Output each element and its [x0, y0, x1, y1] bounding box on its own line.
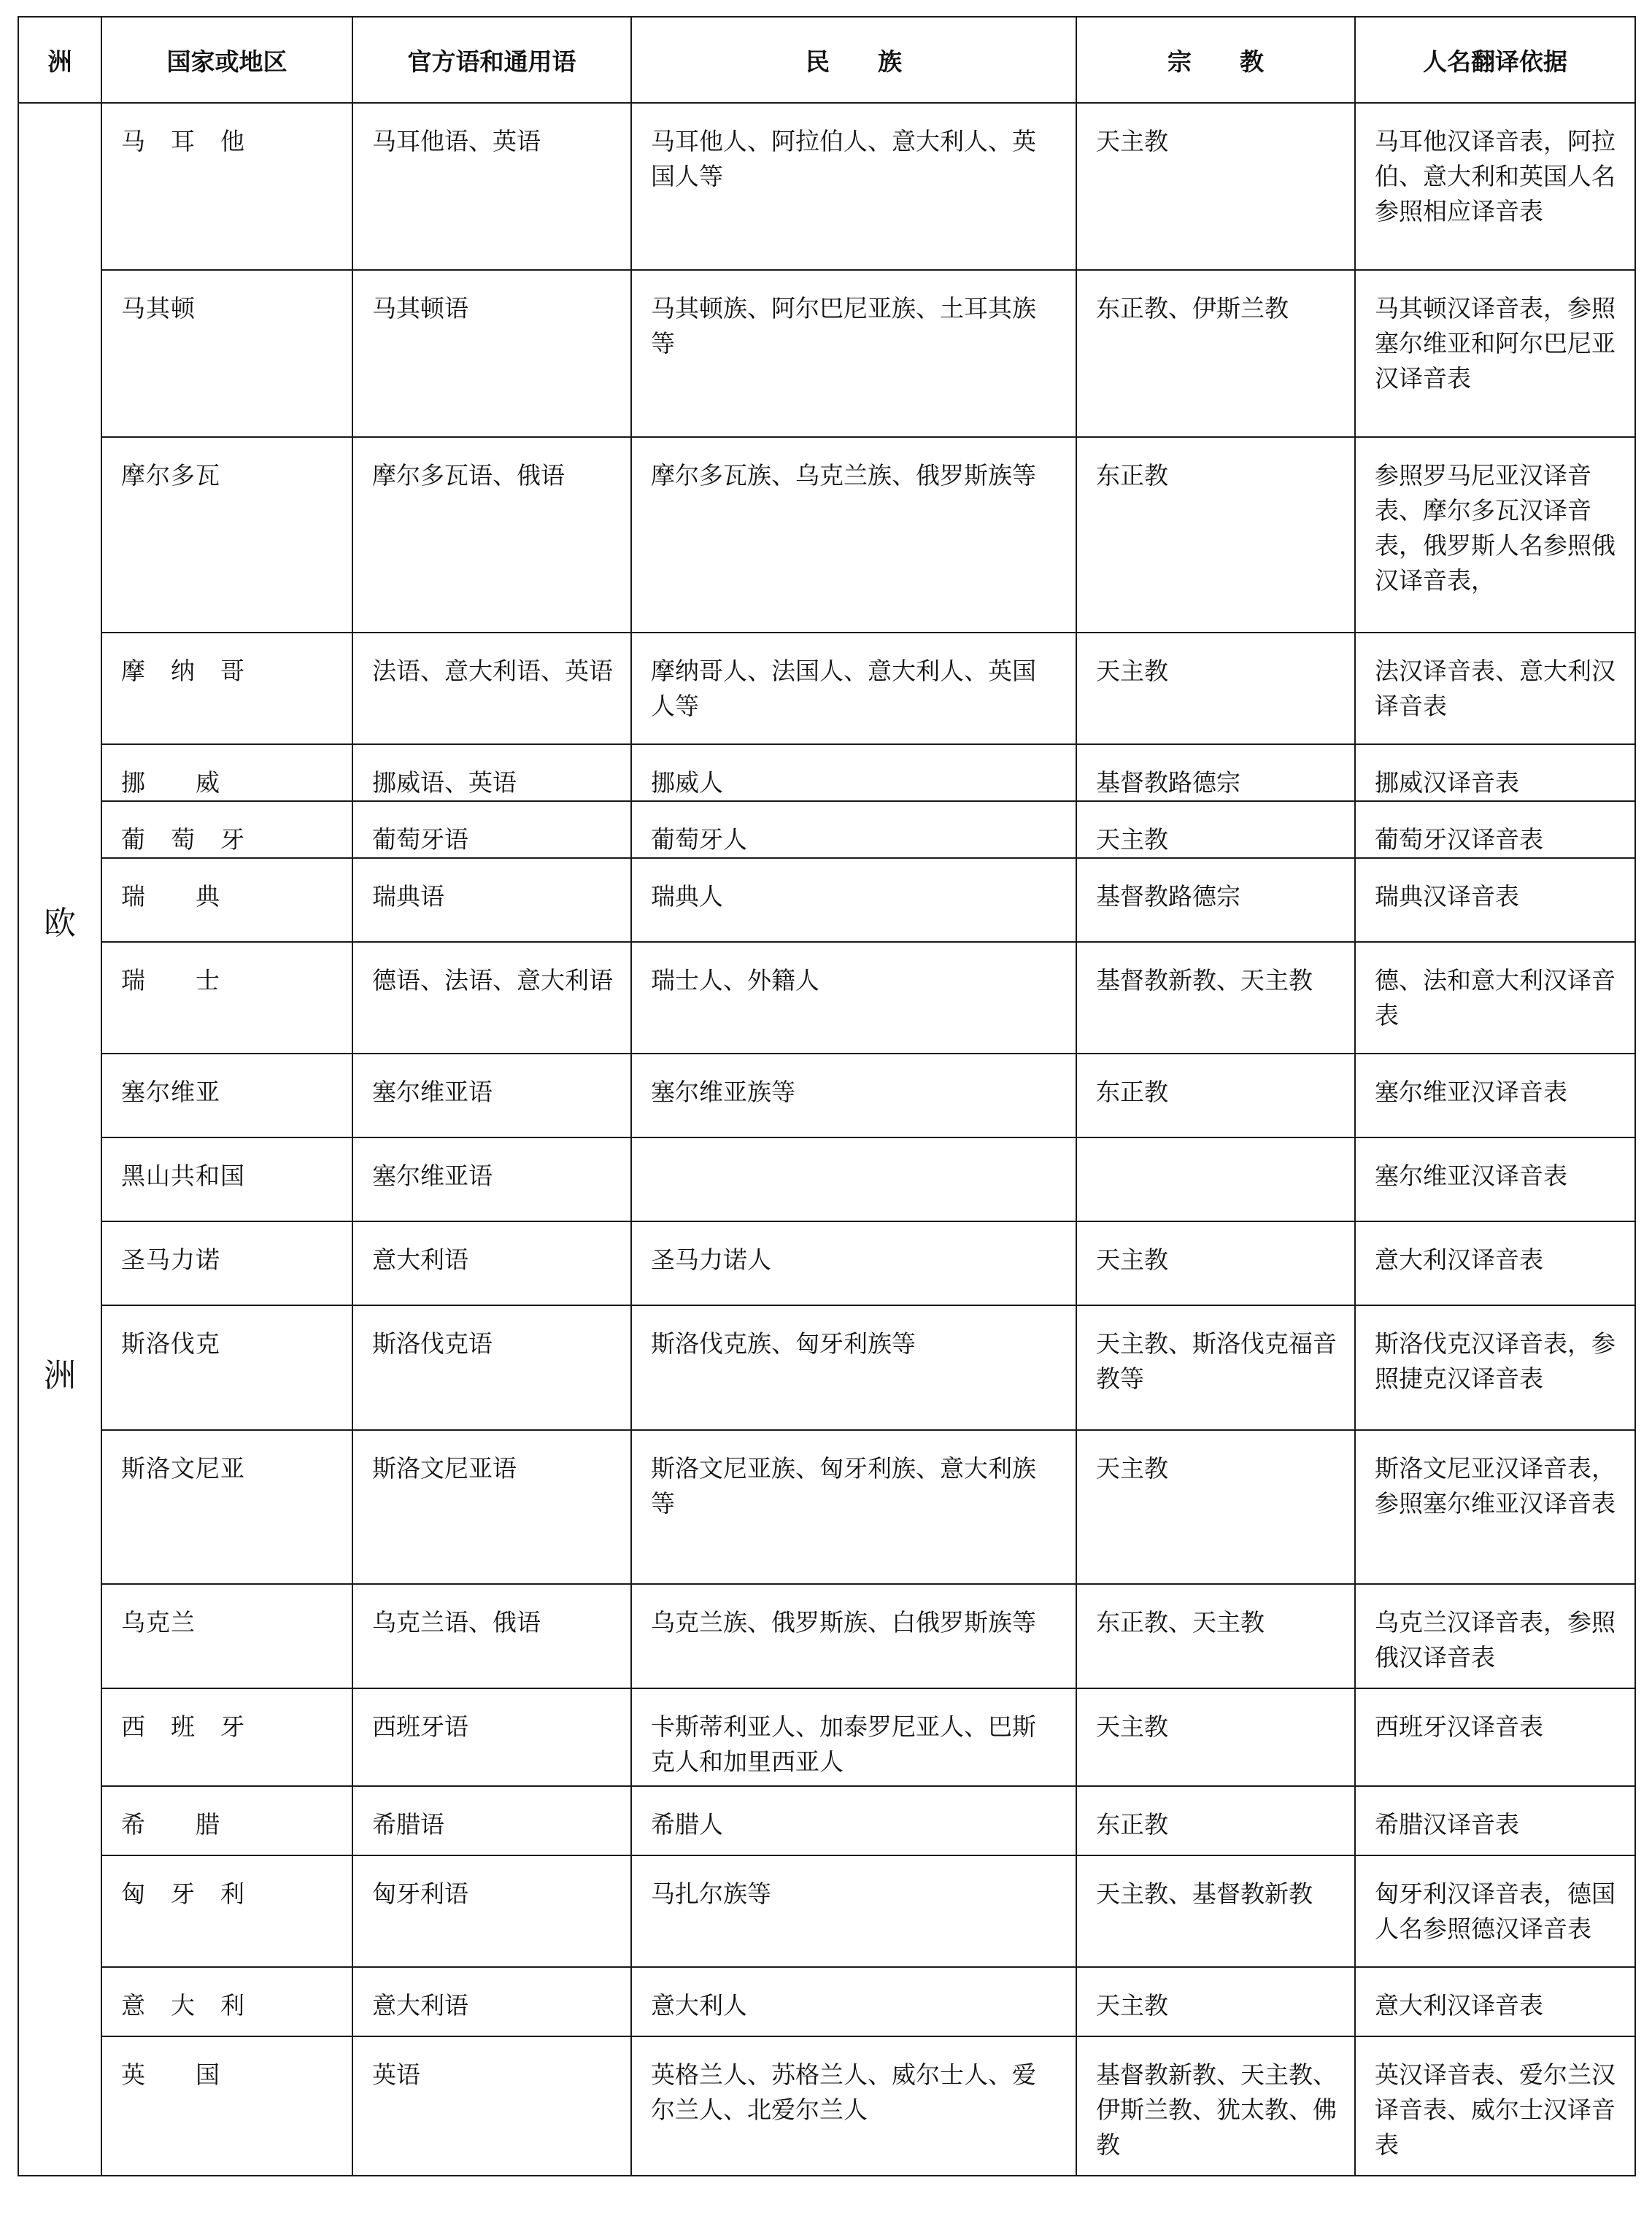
ethnicity-cell: 马耳他人、阿拉伯人、意大利人、英国人等: [631, 103, 1076, 270]
religion-cell: 东正教: [1076, 437, 1355, 633]
continent-char-2: 洲: [44, 1357, 76, 1394]
basis-cell: 乌克兰汉译音表，参照俄汉译音表: [1355, 1584, 1635, 1688]
country-cell: 斯洛文尼亚: [101, 1430, 352, 1584]
header-ethnicity: 民 族: [631, 17, 1076, 103]
table-row: [18, 942, 1635, 1054]
religion-cell: 东正教: [1076, 1786, 1355, 1855]
basis-cell: 英汉译音表、爱尔兰汉译音表、威尔士汉译音表: [1355, 2036, 1635, 2176]
table-row: [18, 1054, 1635, 1137]
header-country: 国家或地区: [101, 17, 352, 103]
language-cell: 匈牙利语: [352, 1855, 631, 1967]
religion-cell: 天主教: [1076, 633, 1355, 744]
table-row: [18, 801, 1635, 858]
ethnicity-cell: 挪威人: [631, 744, 1076, 801]
basis-cell: 意大利汉译音表: [1355, 1967, 1635, 2036]
basis-cell: 参照罗马尼亚汉译音表、摩尔多瓦汉译音表，俄罗斯人名参照俄汉译音表，: [1355, 437, 1635, 633]
country-cell: 瑞 典: [101, 858, 352, 942]
basis-cell: 马耳他汉译音表，阿拉伯、意大利和英国人名参照相应译音表: [1355, 103, 1635, 270]
table-row: [18, 1786, 1635, 1855]
ethnicity-cell: 马扎尔族等: [631, 1855, 1076, 1967]
language-cell: 英语: [352, 2036, 631, 2176]
country-cell: 塞尔维亚: [101, 1054, 352, 1137]
table-row: [18, 1221, 1635, 1305]
country-table: [18, 16, 1636, 2176]
language-cell: 葡萄牙语: [352, 801, 631, 858]
religion-cell: 天主教: [1076, 1221, 1355, 1305]
table-row: [18, 633, 1635, 744]
basis-cell: 葡萄牙汉译音表: [1355, 801, 1635, 858]
religion-cell: 基督教新教、天主教、伊斯兰教、犹太教、佛教: [1076, 2036, 1355, 2176]
header-basis: 人名翻译依据: [1355, 17, 1635, 103]
header-row: [18, 17, 1635, 103]
country-cell: 黑山共和国: [101, 1137, 352, 1221]
religion-cell: 天主教: [1076, 1967, 1355, 2036]
basis-cell: 匈牙利汉译音表，德国人名参照德汉译音表: [1355, 1855, 1635, 1967]
ethnicity-cell: 乌克兰族、俄罗斯族、白俄罗斯族等: [631, 1584, 1076, 1688]
table-row: [18, 744, 1635, 801]
basis-cell: 德、法和意大利汉译音表: [1355, 942, 1635, 1054]
country-cell: 意 大 利: [101, 1967, 352, 2036]
language-cell: 瑞典语: [352, 858, 631, 942]
religion-cell: 天主教: [1076, 103, 1355, 270]
ethnicity-cell: 马其顿族、阿尔巴尼亚族、土耳其族等: [631, 270, 1076, 437]
country-cell: 挪 威: [101, 744, 352, 801]
ethnicity-cell: 瑞典人: [631, 858, 1076, 942]
table-row: [18, 1855, 1635, 1967]
country-cell: 希 腊: [101, 1786, 352, 1855]
basis-cell: 瑞典汉译音表: [1355, 858, 1635, 942]
basis-cell: 塞尔维亚汉译音表: [1355, 1054, 1635, 1137]
religion-cell: 东正教、伊斯兰教: [1076, 270, 1355, 437]
basis-cell: 塞尔维亚汉译音表: [1355, 1137, 1635, 1221]
basis-cell: 斯洛文尼亚汉译音表，参照塞尔维亚汉译音表: [1355, 1430, 1635, 1584]
language-cell: 摩尔多瓦语、俄语: [352, 437, 631, 633]
country-cell: 圣马力诺: [101, 1221, 352, 1305]
ethnicity-cell: 葡萄牙人: [631, 801, 1076, 858]
language-cell: 马耳他语、英语: [352, 103, 631, 270]
religion-cell: [1076, 1137, 1355, 1221]
ethnicity-cell: [631, 1137, 1076, 1221]
ethnicity-cell: 摩尔多瓦族、乌克兰族、俄罗斯族等: [631, 437, 1076, 633]
ethnicity-cell: 希腊人: [631, 1786, 1076, 1855]
table-row: [18, 1584, 1635, 1688]
basis-cell: 希腊汉译音表: [1355, 1786, 1635, 1855]
header-language: 官方语和通用语: [352, 17, 631, 103]
country-cell: 匈 牙 利: [101, 1855, 352, 1967]
religion-cell: 基督教路德宗: [1076, 858, 1355, 942]
continent-cell: [18, 103, 101, 2176]
country-cell: 乌克兰: [101, 1584, 352, 1688]
table-row: [18, 858, 1635, 942]
language-cell: 希腊语: [352, 1786, 631, 1855]
basis-cell: 斯洛伐克汉译音表，参照捷克汉译音表: [1355, 1305, 1635, 1430]
table-row: [18, 1137, 1635, 1221]
basis-cell: 法汉译音表、意大利汉译音表: [1355, 633, 1635, 744]
religion-cell: 东正教、天主教: [1076, 1584, 1355, 1688]
language-cell: 斯洛文尼亚语: [352, 1430, 631, 1584]
language-cell: 斯洛伐克语: [352, 1305, 631, 1430]
ethnicity-cell: 意大利人: [631, 1967, 1076, 2036]
religion-cell: 天主教、基督教新教: [1076, 1855, 1355, 1967]
language-cell: 乌克兰语、俄语: [352, 1584, 631, 1688]
basis-cell: 挪威汉译音表: [1355, 744, 1635, 801]
basis-cell: 西班牙汉译音表: [1355, 1688, 1635, 1786]
table-row: [18, 2036, 1635, 2176]
country-cell: 马 耳 他: [101, 103, 352, 270]
language-cell: 法语、意大利语、英语: [352, 633, 631, 744]
language-cell: 马其顿语: [352, 270, 631, 437]
table-row: [18, 270, 1635, 437]
basis-cell: 马其顿汉译音表，参照塞尔维亚和阿尔巴尼亚汉译音表: [1355, 270, 1635, 437]
table-row: [18, 1305, 1635, 1430]
religion-cell: 天主教: [1076, 801, 1355, 858]
country-cell: 摩尔多瓦: [101, 437, 352, 633]
religion-cell: 天主教: [1076, 1430, 1355, 1584]
table-row: [18, 103, 1635, 270]
basis-cell: 意大利汉译音表: [1355, 1221, 1635, 1305]
country-cell: 瑞 士: [101, 942, 352, 1054]
ethnicity-cell: 塞尔维亚族等: [631, 1054, 1076, 1137]
table-row: [18, 437, 1635, 633]
table-row: [18, 1688, 1635, 1786]
table-row: [18, 1967, 1635, 2036]
country-cell: 摩 纳 哥: [101, 633, 352, 744]
language-cell: 德语、法语、意大利语: [352, 942, 631, 1054]
religion-cell: 天主教: [1076, 1688, 1355, 1786]
language-cell: 挪威语、英语: [352, 744, 631, 801]
language-cell: 塞尔维亚语: [352, 1054, 631, 1137]
ethnicity-cell: 斯洛伐克族、匈牙利族等: [631, 1305, 1076, 1430]
header-religion: 宗 教: [1076, 17, 1355, 103]
ethnicity-cell: 摩纳哥人、法国人、意大利人、英国人等: [631, 633, 1076, 744]
ethnicity-cell: 英格兰人、苏格兰人、威尔士人、爱尔兰人、北爱尔兰人: [631, 2036, 1076, 2176]
country-cell: 葡 萄 牙: [101, 801, 352, 858]
country-cell: 西 班 牙: [101, 1688, 352, 1786]
ethnicity-cell: 卡斯蒂利亚人、加泰罗尼亚人、巴斯克人和加里西亚人: [631, 1688, 1076, 1786]
ethnicity-cell: 斯洛文尼亚族、匈牙利族、意大利族等: [631, 1430, 1076, 1584]
country-cell: 马其顿: [101, 270, 352, 437]
country-cell: 英 国: [101, 2036, 352, 2176]
language-cell: 西班牙语: [352, 1688, 631, 1786]
ethnicity-cell: 圣马力诺人: [631, 1221, 1076, 1305]
religion-cell: 天主教、斯洛伐克福音教等: [1076, 1305, 1355, 1430]
continent-char-1: 欧: [44, 905, 76, 942]
religion-cell: 基督教路德宗: [1076, 744, 1355, 801]
language-cell: 意大利语: [352, 1967, 631, 2036]
table-row: [18, 1430, 1635, 1584]
ethnicity-cell: 瑞士人、外籍人: [631, 942, 1076, 1054]
language-cell: 塞尔维亚语: [352, 1137, 631, 1221]
religion-cell: 基督教新教、天主教: [1076, 942, 1355, 1054]
country-cell: 斯洛伐克: [101, 1305, 352, 1430]
header-continent: 洲: [18, 17, 101, 103]
language-cell: 意大利语: [352, 1221, 631, 1305]
religion-cell: 东正教: [1076, 1054, 1355, 1137]
